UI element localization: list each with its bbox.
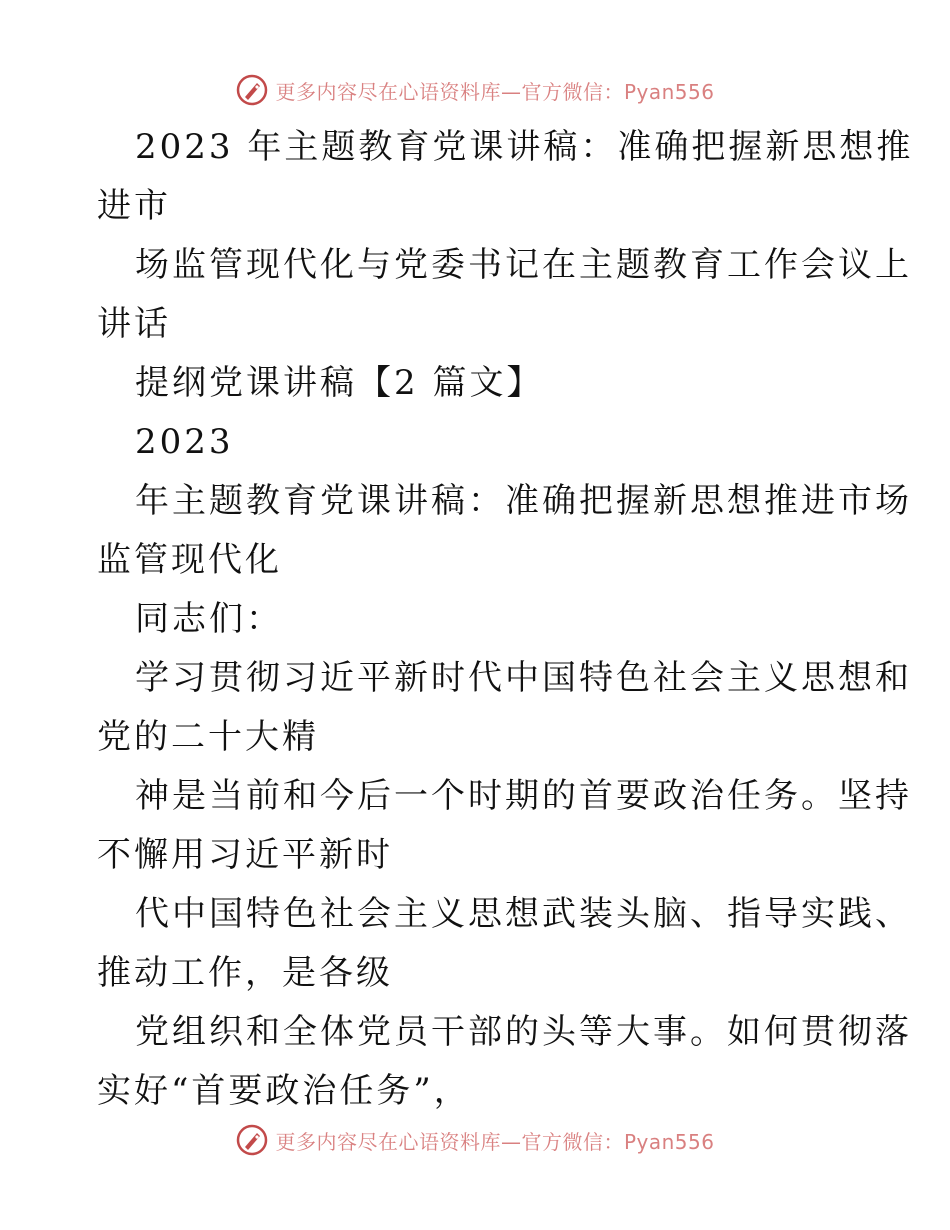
watermark-banner-top <box>0 70 950 110</box>
text-line: 进市 <box>97 186 171 226</box>
text-line: 党组织和全体党员干部的头等大事。如何贯彻落 <box>135 1012 912 1052</box>
text-line: 不懈用习近平新时 <box>97 835 393 875</box>
text-line: 代中国特色社会主义思想武装头脑、指导实践、 <box>135 894 912 934</box>
text-line: 年主题教育党课讲稿：准确把握新思想推进市场 <box>135 481 912 521</box>
watermark-text: 更多内容尽在心语资料库—官方微信：Pyan556 <box>275 79 715 104</box>
text-line: 神是当前和今后一个时期的首要政治任务。坚持 <box>135 776 912 816</box>
text-line: 讲话 <box>97 304 171 344</box>
text-line: 提纲党课讲稿【2 篇文】 <box>135 363 544 403</box>
text-line: 2023 <box>135 422 234 462</box>
text-line: 推动工作，是各级 <box>97 953 393 993</box>
watermark-text: 更多内容尽在心语资料库—官方微信：Pyan556 <box>275 1129 715 1154</box>
text-line: 2023 年主题教育党课讲稿：准确把握新思想推 <box>135 127 914 167</box>
watermark-banner-bottom <box>0 1120 950 1160</box>
text-line: 同志们： <box>135 599 283 639</box>
text-line: 学习贯彻习近平新时代中国特色社会主义思想和 <box>135 658 912 698</box>
text-line: 党的二十大精 <box>97 717 319 757</box>
text-line: 场监管现代化与党委书记在主题教育工作会议上 <box>135 245 912 285</box>
pen-nib-logo-icon <box>235 1123 269 1157</box>
text-line: 监管现代化 <box>97 540 282 580</box>
pen-nib-logo-icon <box>235 73 269 107</box>
document-body <box>97 118 914 1121</box>
text-line: 实好“首要政治任务”， <box>97 1071 471 1111</box>
